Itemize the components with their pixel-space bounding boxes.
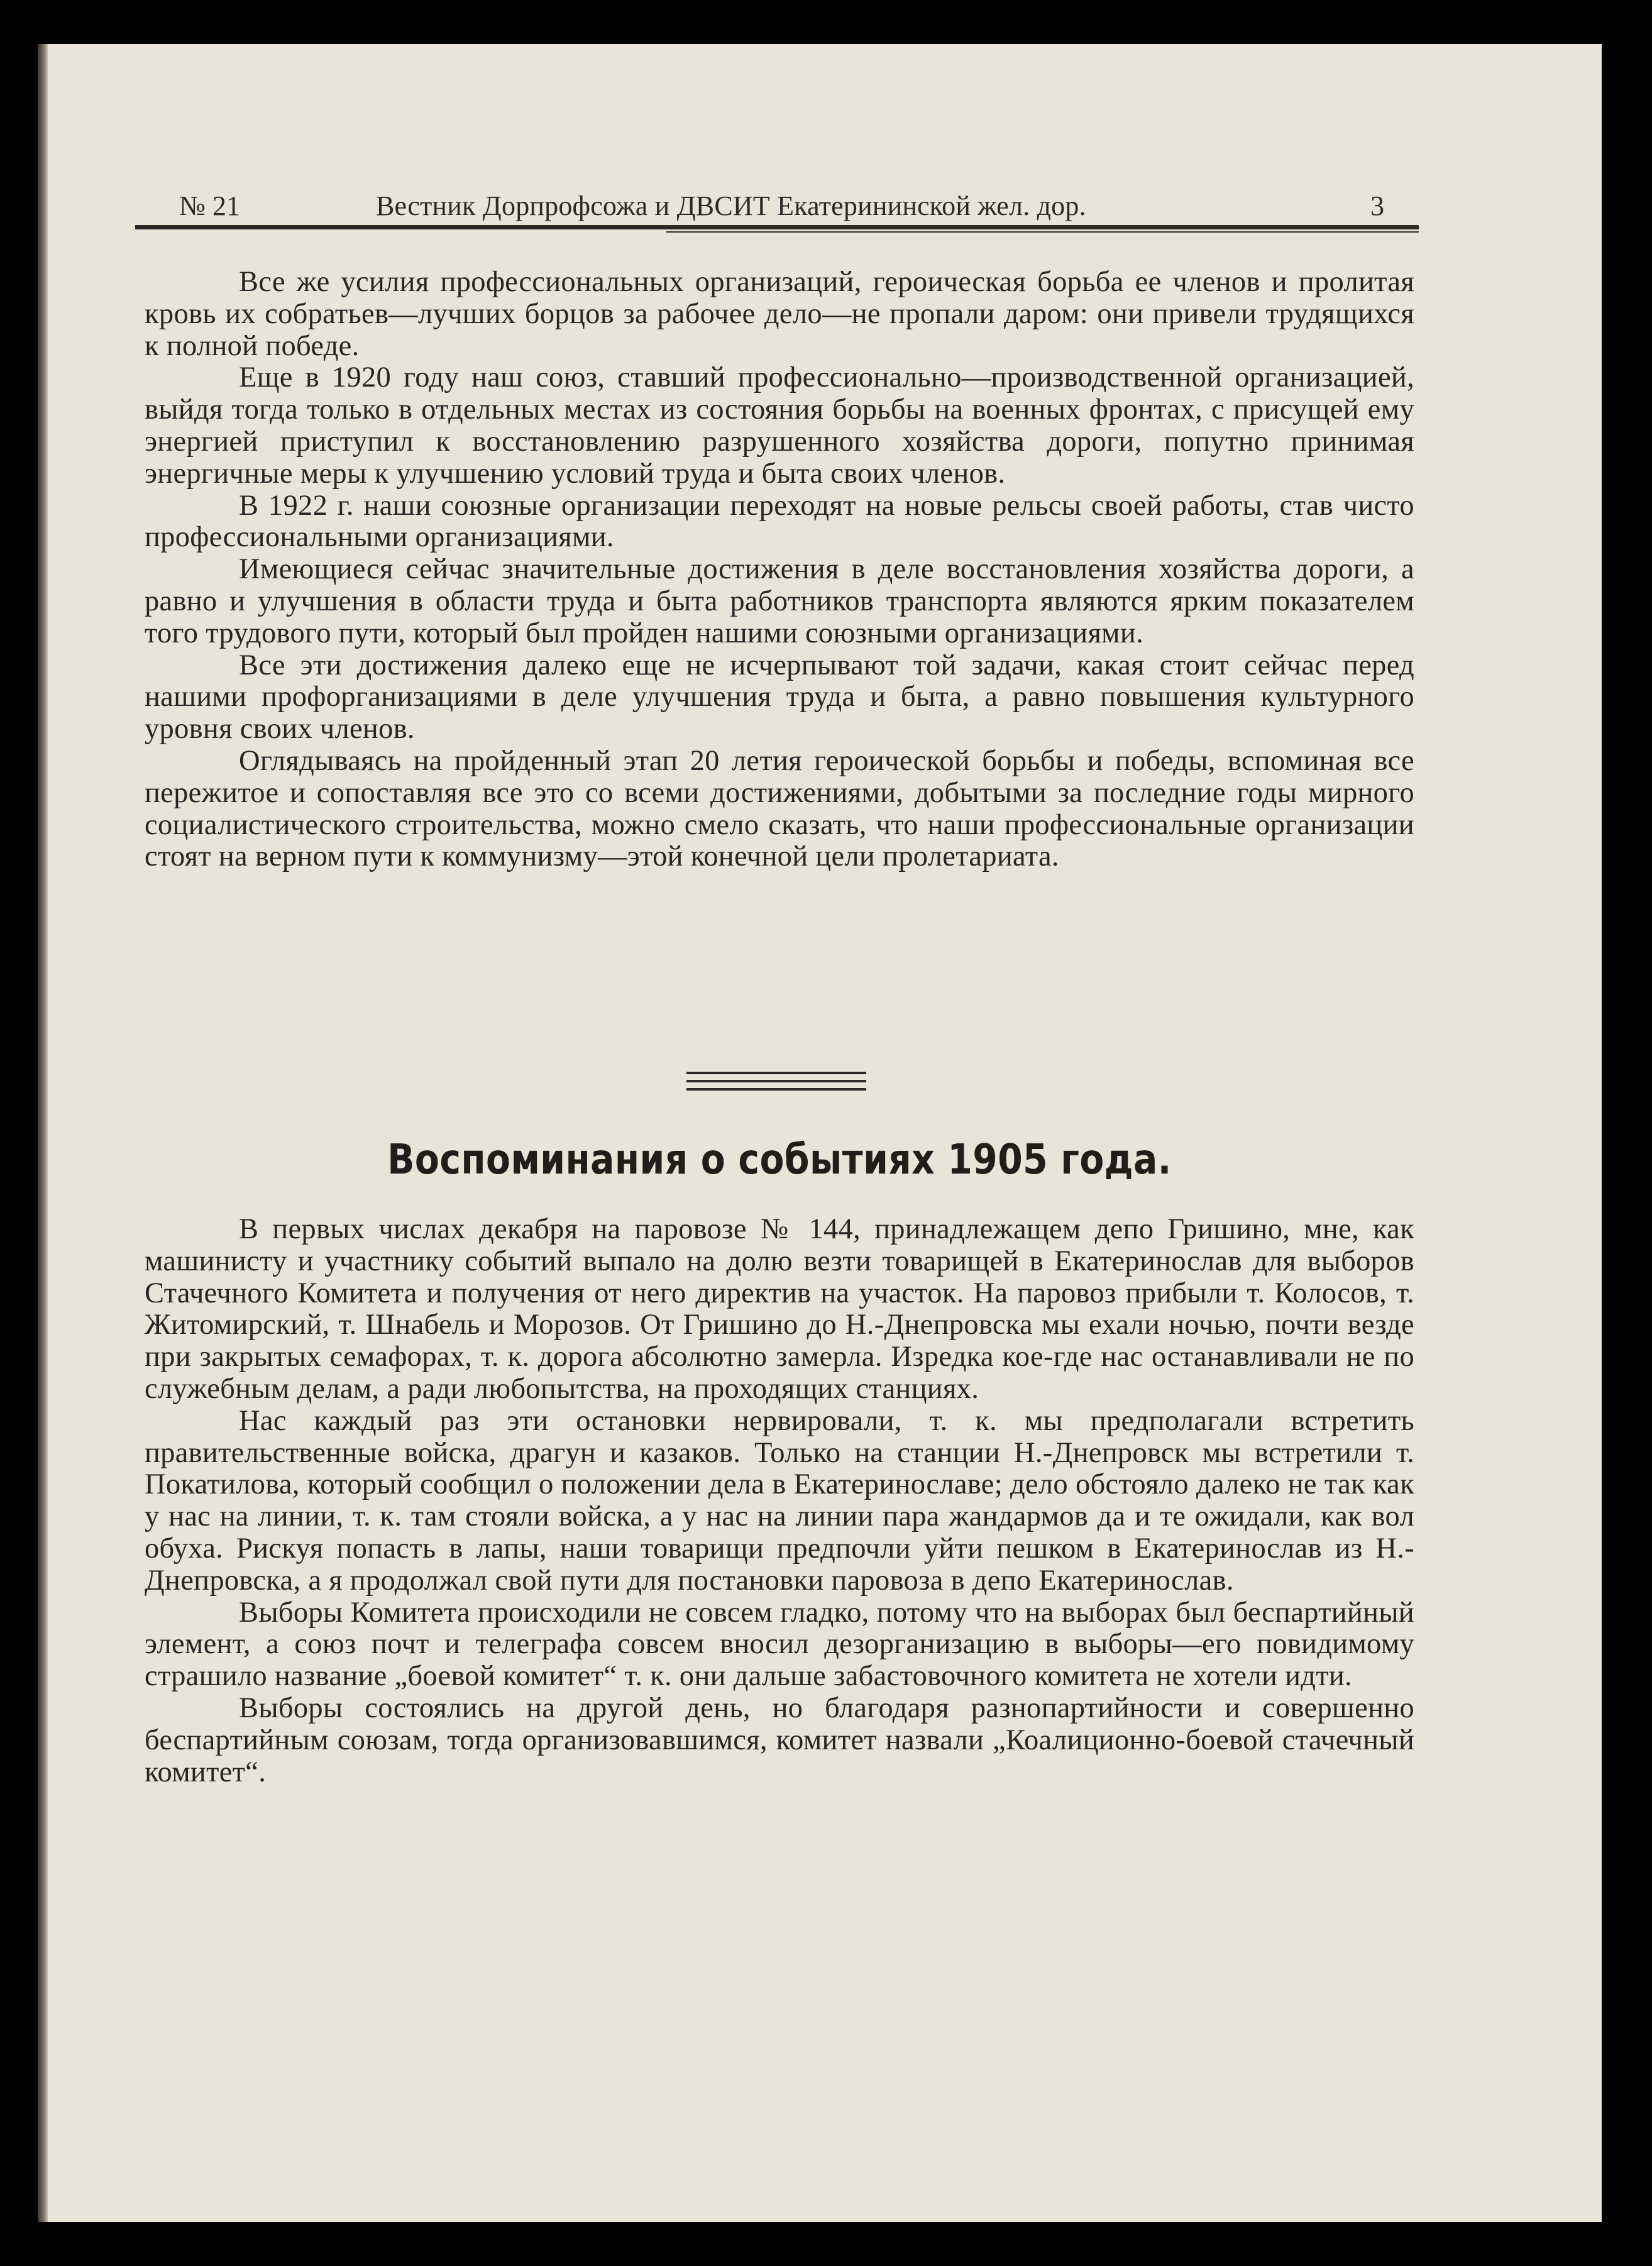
closing-section: [145, 267, 1414, 873]
paragraph: В 1922 г. наши союзные организации переходят на новые рельсы своей работы, став чисто профессиональными организациями.: [145, 489, 1414, 554]
section-divider: [686, 1072, 866, 1074]
issue-number: № 21: [179, 190, 240, 221]
header-rule-thin: [666, 231, 1419, 233]
paragraph: Оглядываясь на пройденный этап 20 летия героической борьбы и победы, вспоминая все пережитое и сопоставляя все это со всеми достижениями, добытыми за последние годы мирного социалистического строительства, можно смело сказать, что наши профессиональные организации стоят на верном пути к коммунизму—этой конечной цели пролетариата.: [145, 744, 1414, 873]
journal-title: Вестник Дорпрофсожа и ДВСИТ Екатерининской жел. дор.: [376, 190, 1086, 221]
running-header: [173, 190, 1419, 221]
paragraph: Имеющиеся сейчас значительные достижения в деле восстановления хозяйства дороги, а равно и улучшения в области труда и быта работников транспорта являются ярким показателем того трудового пути, который был пройден нашими союзными организациями.: [145, 553, 1414, 649]
article-title: Воспоминания о событиях 1905 года.: [387, 1135, 1172, 1184]
paragraph: Выборы состоялись на другой день, но благодаря разнопартийности и совершенно беспартийным союзам, тогда организовавшимся, комитет назвали „Коалиционно-боевой стачечный комитет“.: [145, 1691, 1414, 1788]
section-divider: [686, 1088, 866, 1091]
article-body: [145, 1214, 1414, 1788]
paragraph: Все же усилия профессиональных организаций, героическая борьба ее членов и пролитая кровь их собратьев—лучших борцов за рабочее дело—не пропали даром: они привели трудящихся к полной победе.: [145, 266, 1414, 362]
paragraph: Выборы Комитета происходили не совсем гладко, потому что на выборах был беспартийный элемент, а союз почт и телеграфа совсем вносил дезорганизацию в выборы—его повидимому страшило название „боевой комитет“ т. к. они дальше забастовочного комитета не хотели идти.: [145, 1596, 1414, 1693]
paragraph: В первых числах декабря на паровозе № 144, принадлежащем депо Гришино, мне, как машинисту и участнику событий выпало на долю везти товарищей в Екатеринослав для выборов Стачечного Комитета и получения от него директив на участок. На паровоз прибыли т. Колосов, т. Житомирский, т. Шнабель и Морозов. От Гришино до Н.-Днепровска мы ехали ночью, почти везде при закрытых семафорах, т. к. дорога абсолютно замерла. Изредка кое-где нас останавливали не по служебным делам, а ради любопытства, на проходящих станциях.: [145, 1213, 1414, 1405]
paragraph: Все эти достижения далеко еще не исчерпывают той задачи, какая стоит сейчас перед нашими профорганизациями в деле улучшения труда и быта, а равно повышения культурного уровня своих членов.: [145, 649, 1414, 745]
paragraph: Еще в 1920 году наш союз, ставший профессионально—производственной организацией, выйдя тогда только в отдельных местах из состояния борьбы на военных фронтах, с присущей ему энергией приступил к восстановлению разрушенного хозяйства дороги, попутно принимая энергичные меры к улучшению условий труда и быта своих членов.: [145, 361, 1414, 490]
header-rule: [135, 225, 1419, 229]
book-spine-edge: [38, 44, 48, 2222]
paragraph: Нас каждый раз эти остановки нервировали, т. к. мы предполагали встретить правительственные войска, драгун и казаков. Только на станции Н.-Днепровск мы встретили т. Покатилова, который сообщил о положении дела в Екатеринославе; дело обстояло далеко не так как у нас на линии, т. к. там стояли войска, а у нас на линии пара жандармов да и те ожидали, как вол обуха. Рискуя попасть в лапы, наши товарищи предпочли уйти пешком в Екатеринослав из Н.-Днепровска, а я продолжал свой пути для постановки паровоза в депо Екатеринослав.: [145, 1404, 1414, 1597]
section-divider: [686, 1080, 866, 1082]
page-number: 3: [1370, 190, 1384, 221]
